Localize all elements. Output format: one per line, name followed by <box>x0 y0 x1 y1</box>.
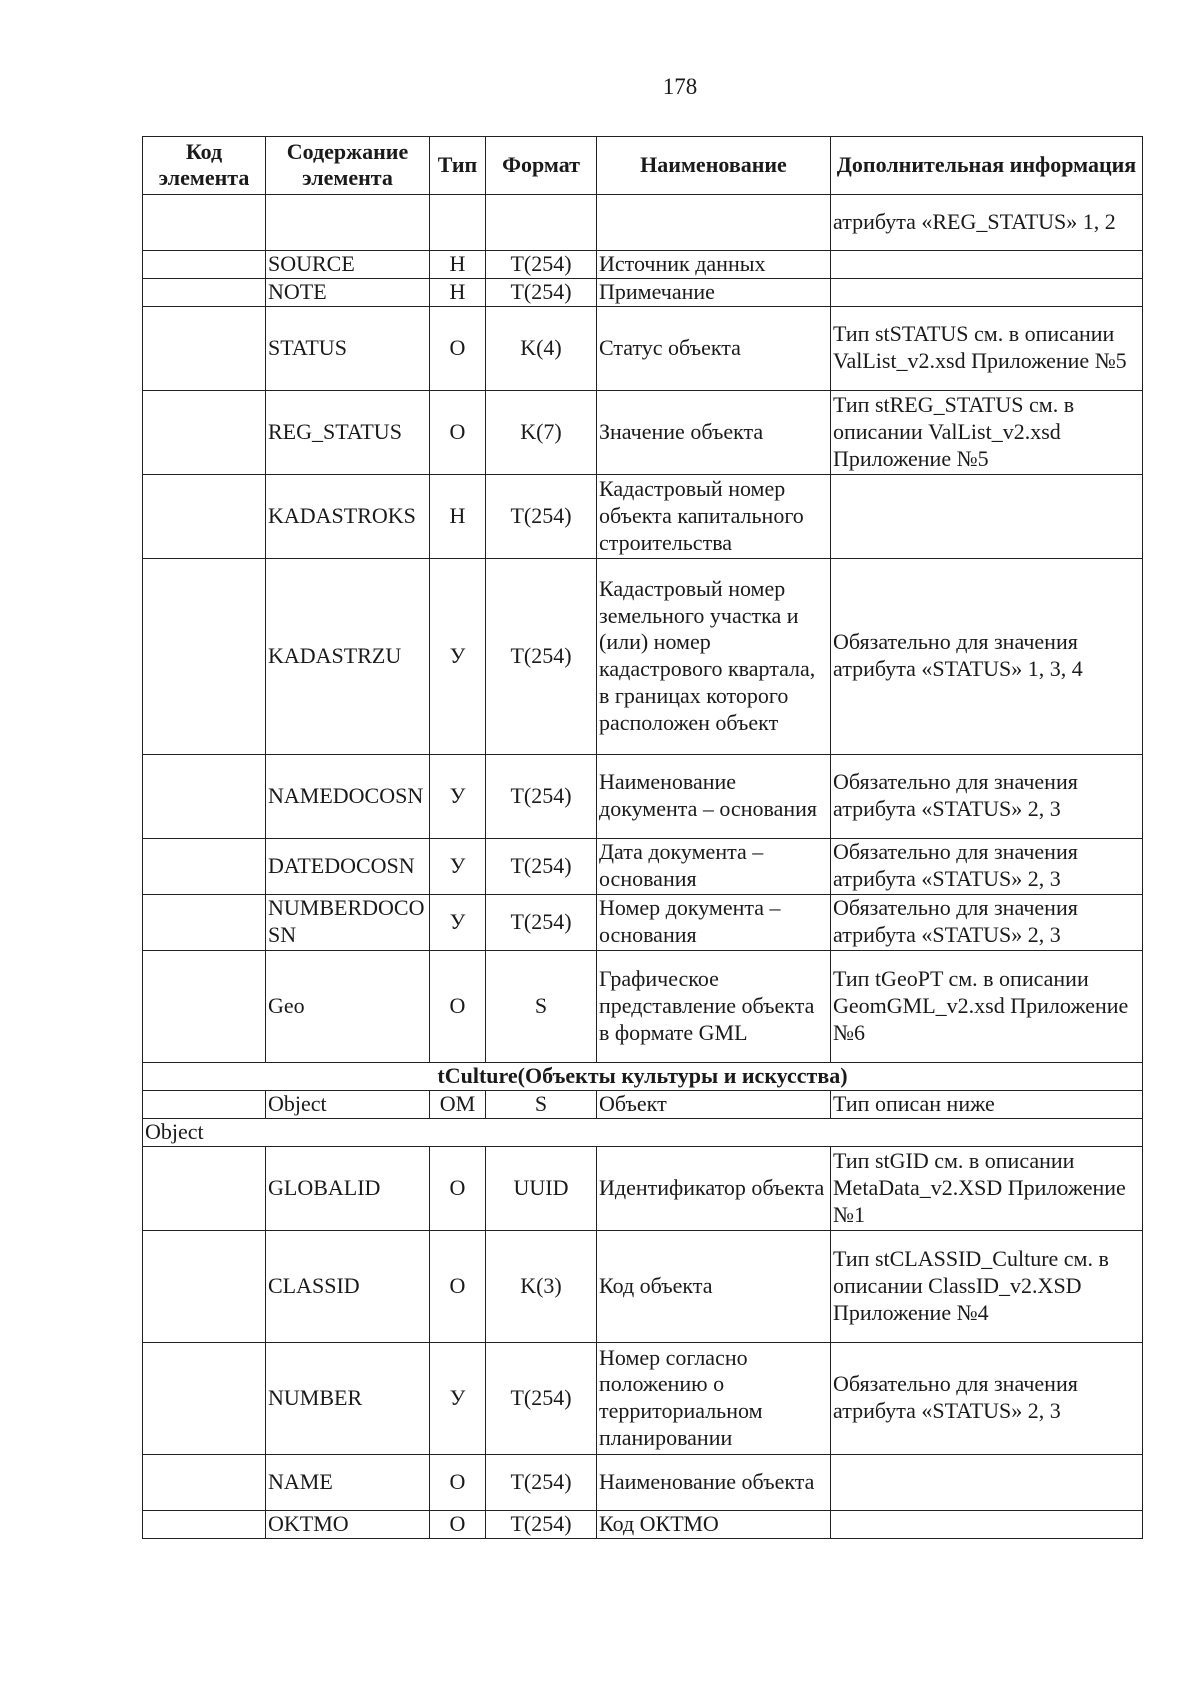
element-type: О <box>430 950 486 1062</box>
element-code <box>143 250 266 278</box>
table-row <box>143 1230 1143 1342</box>
element-code <box>143 1230 266 1342</box>
header-content: Содержание элемента <box>266 137 430 195</box>
element-info <box>831 278 1143 306</box>
element-name: Наименование объекта <box>597 1454 831 1510</box>
element-code <box>143 390 266 474</box>
table-body <box>143 194 1143 1538</box>
table-row <box>143 250 1143 278</box>
element-name: Номер согласно положению о территориальном планировании <box>597 1342 831 1454</box>
table-row <box>143 278 1143 306</box>
element-type: О <box>430 390 486 474</box>
element-info: Тип tGeoPT см. в описании GeomGML_v2.xsd Приложение №6 <box>831 950 1143 1062</box>
element-code <box>143 894 266 950</box>
table-row <box>143 950 1143 1062</box>
table-row <box>143 194 1143 250</box>
element-format: T(254) <box>486 1454 597 1510</box>
element-code <box>143 1146 266 1230</box>
element-info <box>831 1454 1143 1510</box>
element-name: Примечание <box>597 278 831 306</box>
element-content: NOTE <box>266 278 430 306</box>
element-format: T(254) <box>486 1342 597 1454</box>
element-info: Обязательно для значения атрибута «STATUS» 1, 3, 4 <box>831 558 1143 754</box>
element-info: Обязательно для значения атрибута «STATUS» 2, 3 <box>831 894 1143 950</box>
element-code <box>143 950 266 1062</box>
element-code <box>143 194 266 250</box>
section-title: tCulture(Объекты культуры и искусства) <box>143 1062 1143 1090</box>
element-content: KADASTROKS <box>266 474 430 558</box>
table-row <box>143 1146 1143 1230</box>
table-row <box>143 838 1143 894</box>
header-code: Код элемента <box>143 137 266 195</box>
element-code <box>143 1510 266 1538</box>
element-info: атрибута «REG_STATUS» 1, 2 <box>831 194 1143 250</box>
element-name: Объект <box>597 1090 831 1118</box>
element-type: У <box>430 1342 486 1454</box>
element-info: Тип описан ниже <box>831 1090 1143 1118</box>
table-row <box>143 1454 1143 1510</box>
element-format: K(7) <box>486 390 597 474</box>
element-content: NAME <box>266 1454 430 1510</box>
element-name: Статус объекта <box>597 306 831 390</box>
element-code <box>143 838 266 894</box>
element-name: Код объекта <box>597 1230 831 1342</box>
elements-table <box>142 136 1143 1539</box>
element-content: DATEDOCOSN <box>266 838 430 894</box>
element-code <box>143 306 266 390</box>
page-number: 178 <box>662 74 698 99</box>
element-info: Тип stGID см. в описании MetaData_v2.XSD Приложение №1 <box>831 1146 1143 1230</box>
table-row <box>143 754 1143 838</box>
element-name: Код ОКТМО <box>597 1510 831 1538</box>
element-content: STATUS <box>266 306 430 390</box>
element-name: Номер документа – основания <box>597 894 831 950</box>
element-content: Object <box>266 1090 430 1118</box>
group-row <box>143 1118 1143 1146</box>
element-name: Наименование документа – основания <box>597 754 831 838</box>
element-content: SOURCE <box>266 250 430 278</box>
element-code <box>143 558 266 754</box>
element-format <box>486 194 597 250</box>
element-info: Обязательно для значения атрибута «STATUS» 2, 3 <box>831 1342 1143 1454</box>
element-format: T(254) <box>486 894 597 950</box>
element-code <box>143 1454 266 1510</box>
element-format: K(3) <box>486 1230 597 1342</box>
element-format: S <box>486 1090 597 1118</box>
element-format: T(254) <box>486 754 597 838</box>
element-name: Значение объекта <box>597 390 831 474</box>
element-format: T(254) <box>486 558 597 754</box>
element-type: Н <box>430 474 486 558</box>
element-format: T(254) <box>486 474 597 558</box>
section-row <box>143 1062 1143 1090</box>
element-code <box>143 278 266 306</box>
element-type: Н <box>430 250 486 278</box>
element-type: У <box>430 838 486 894</box>
element-type: О <box>430 1454 486 1510</box>
element-content: OKTMO <box>266 1510 430 1538</box>
element-info <box>831 474 1143 558</box>
element-info <box>831 1510 1143 1538</box>
element-format: K(4) <box>486 306 597 390</box>
element-info: Тип stSTATUS см. в описании ValList_v2.xsd Приложение №5 <box>831 306 1143 390</box>
element-name: Графическое представление объекта в формате GML <box>597 950 831 1062</box>
element-content: NUMBER <box>266 1342 430 1454</box>
table-row <box>143 390 1143 474</box>
element-format: T(254) <box>486 250 597 278</box>
element-name <box>597 194 831 250</box>
element-format: T(254) <box>486 278 597 306</box>
element-format: UUID <box>486 1146 597 1230</box>
table-row <box>143 474 1143 558</box>
table-row <box>143 306 1143 390</box>
element-code <box>143 1342 266 1454</box>
group-label: Object <box>143 1118 1143 1146</box>
element-format: T(254) <box>486 838 597 894</box>
element-content: NAMEDOCOSN <box>266 754 430 838</box>
element-type: Н <box>430 278 486 306</box>
element-info <box>831 250 1143 278</box>
element-type: О <box>430 306 486 390</box>
element-content: REG_STATUS <box>266 390 430 474</box>
element-code <box>143 1090 266 1118</box>
element-type: У <box>430 894 486 950</box>
header-row <box>143 137 1143 195</box>
header-type: Тип <box>430 137 486 195</box>
element-code <box>143 474 266 558</box>
element-info: Обязательно для значения атрибута «STATUS» 2, 3 <box>831 838 1143 894</box>
table-row <box>143 558 1143 754</box>
element-type: ОМ <box>430 1090 486 1118</box>
element-type: У <box>430 558 486 754</box>
element-name: Кадастровый номер объекта капитального строительства <box>597 474 831 558</box>
table-row <box>143 1090 1143 1118</box>
element-name: Кадастровый номер земельного участка и (или) номер кадастрового квартала, в границах которого расположен объект <box>597 558 831 754</box>
table-row <box>143 894 1143 950</box>
element-type: У <box>430 754 486 838</box>
element-info: Тип stCLASSID_Culture см. в описании ClassID_v2.XSD Приложение №4 <box>831 1230 1143 1342</box>
header-format: Формат <box>486 137 597 195</box>
element-type: О <box>430 1510 486 1538</box>
element-format: S <box>486 950 597 1062</box>
element-content: Geo <box>266 950 430 1062</box>
element-content: CLASSID <box>266 1230 430 1342</box>
element-type: О <box>430 1146 486 1230</box>
element-type: О <box>430 1230 486 1342</box>
header-info: Дополнительная информация <box>831 137 1143 195</box>
element-code <box>143 754 266 838</box>
element-type <box>430 194 486 250</box>
element-content: KADASTRZU <box>266 558 430 754</box>
element-content: NUMBERDOCOSN <box>266 894 430 950</box>
element-content: GLOBALID <box>266 1146 430 1230</box>
element-format: T(254) <box>486 1510 597 1538</box>
element-info: Тип stREG_STATUS см. в описании ValList_v2.xsd Приложение №5 <box>831 390 1143 474</box>
element-name: Дата документа – основания <box>597 838 831 894</box>
header-name: Наименование <box>597 137 831 195</box>
element-content <box>266 194 430 250</box>
element-name: Идентификатор объекта <box>597 1146 831 1230</box>
table-row <box>143 1510 1143 1538</box>
element-name: Источник данных <box>597 250 831 278</box>
table-row <box>143 1342 1143 1454</box>
element-info: Обязательно для значения атрибута «STATUS» 2, 3 <box>831 754 1143 838</box>
